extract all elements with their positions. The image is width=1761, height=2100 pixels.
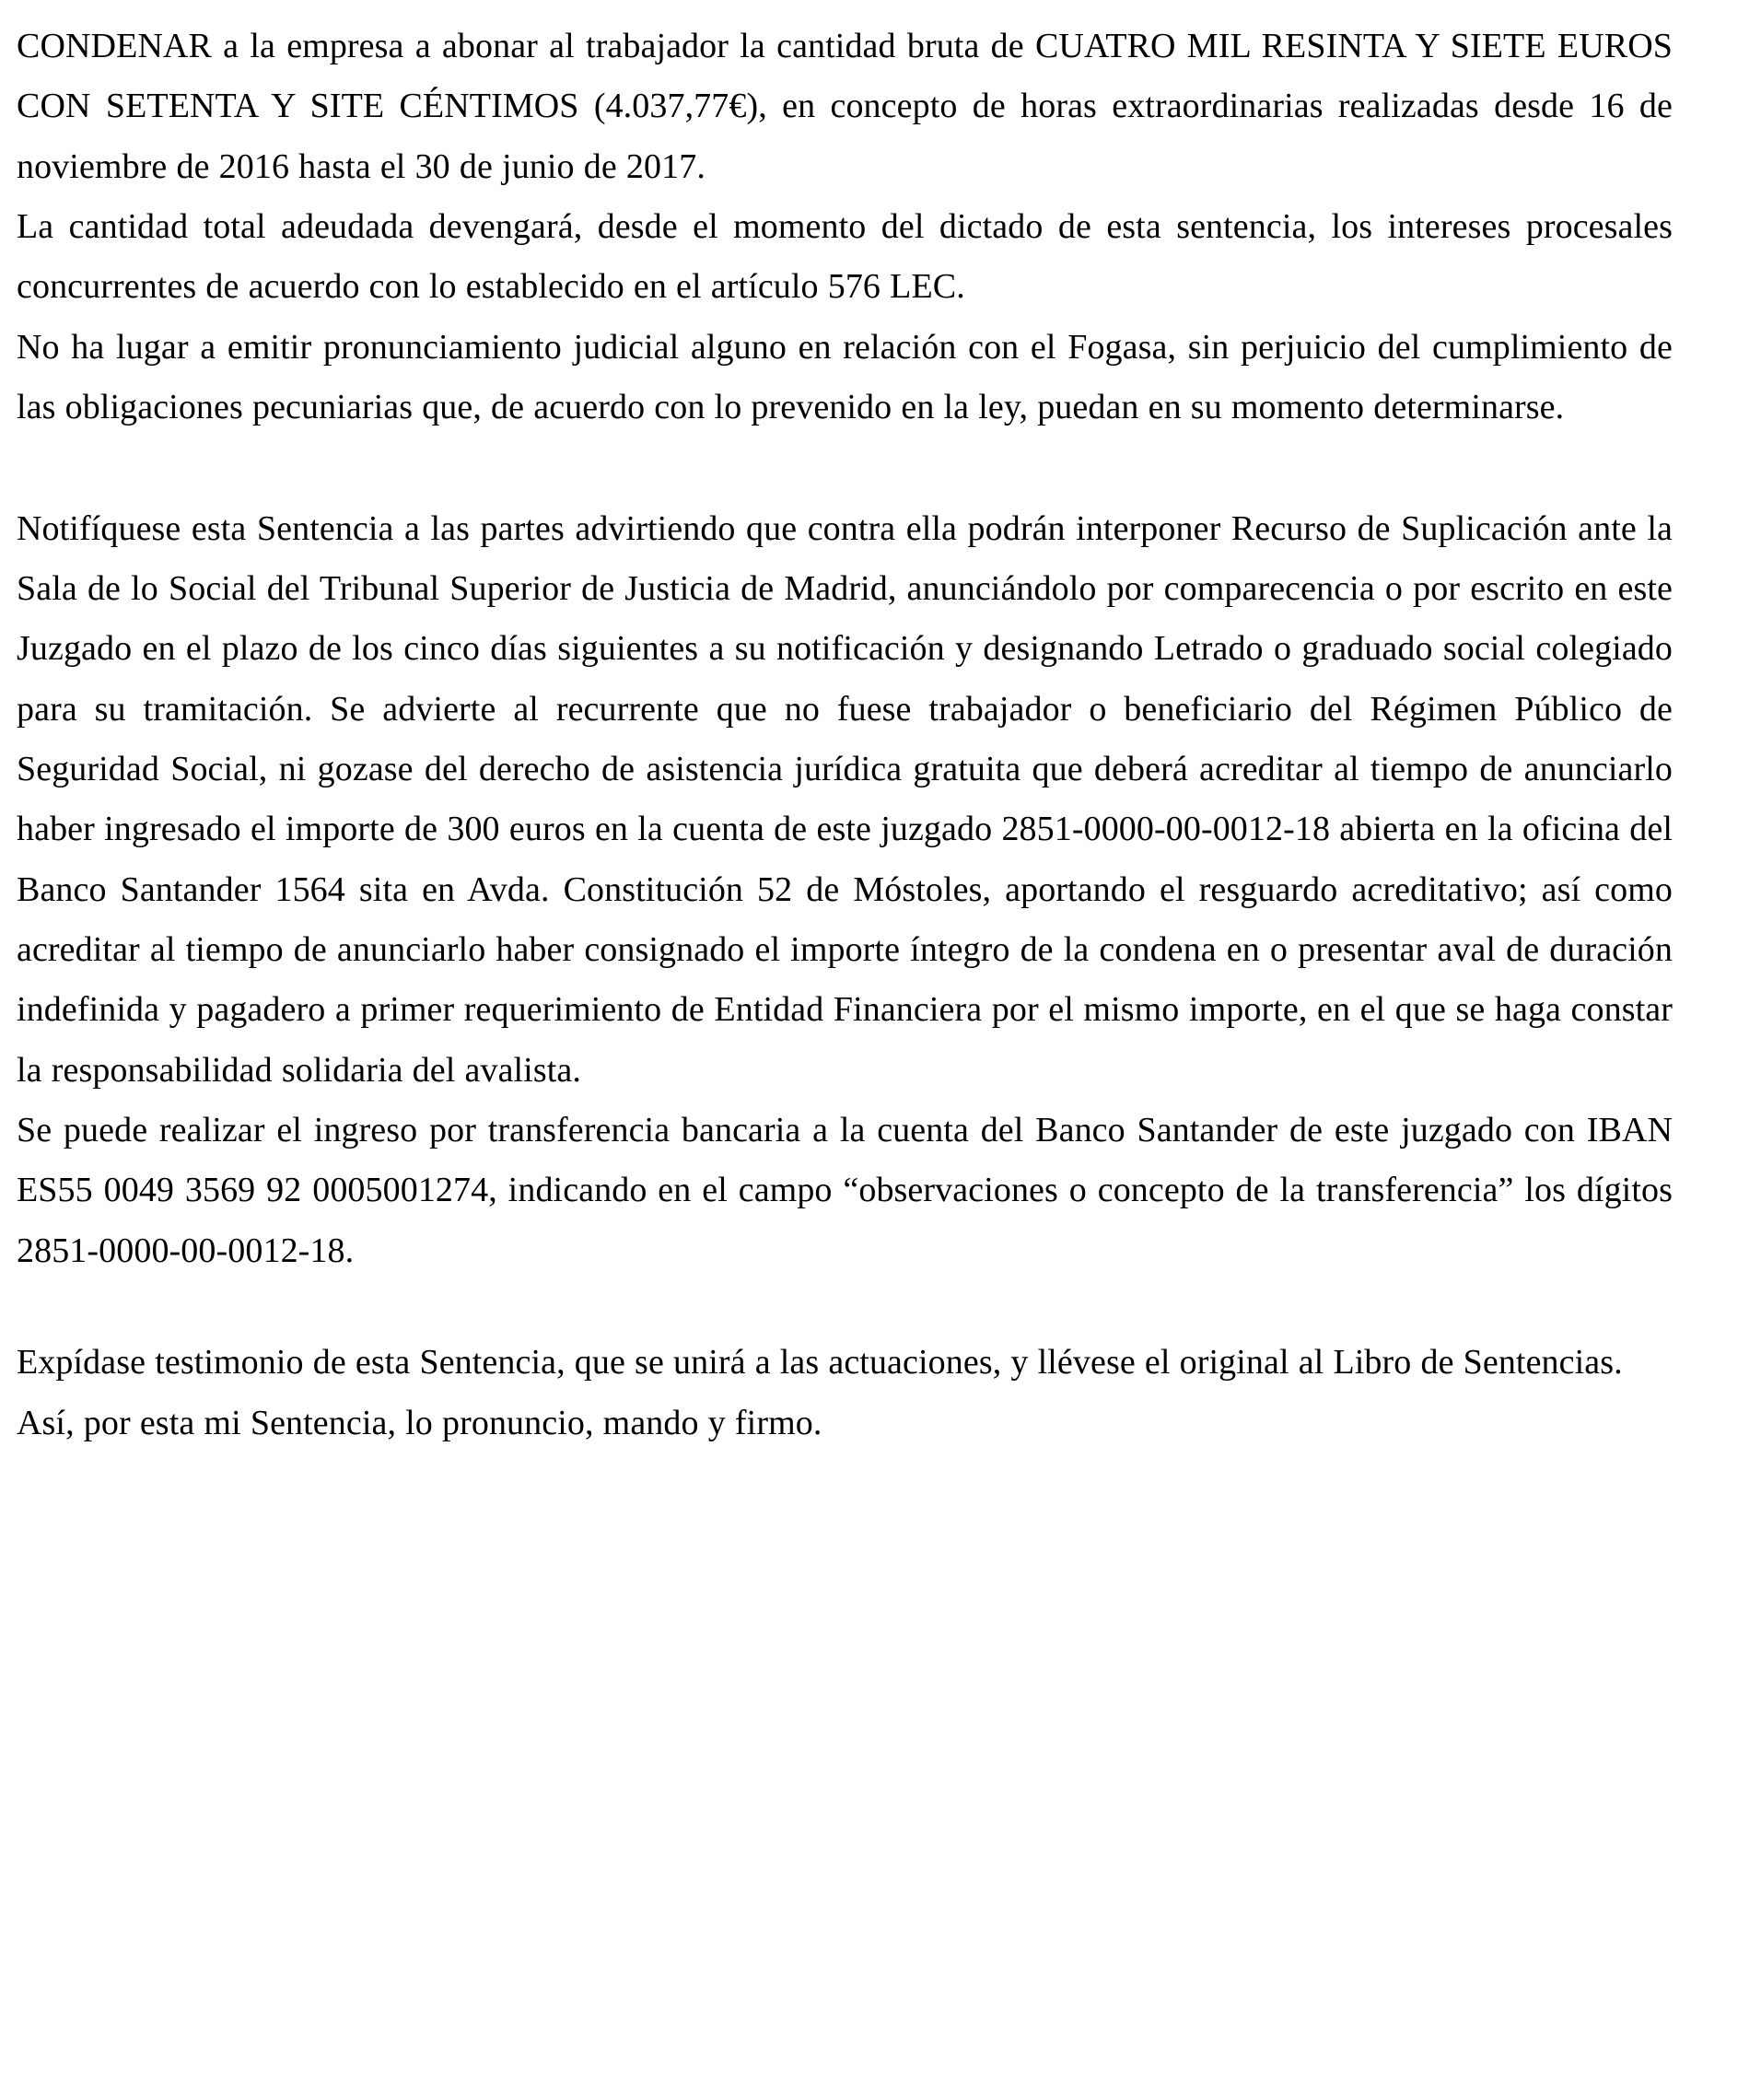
paragraph-fogasa: No ha lugar a emitir pronunciamiento judicial alguno en relación con el Fogasa, sin perjuicio del cumplimiento de las obligaciones pecuniarias que, de acuerdo con lo prevenido en la ley, puedan en su momento determinarse. [17,327,1673,427]
paragraph-gap-1 [17,438,1673,499]
paragraph-firma: Así, por esta mi Sentencia, lo pronuncio, mando y firmo. [17,1403,822,1442]
paragraph-intereses: La cantidad total adeudada devengará, desde el momento del dictado de esta sentencia, los intereses procesales concurrentes de acuerdo con lo establecido en el artículo 576 LEC. [17,207,1673,307]
paragraph-transferencia: Se puede realizar el ingreso por transferencia bancaria a la cuenta del Banco Santander de este juzgado con IBAN ES55 0049 3569 92 0005001274, indicando en el campo “observaciones o concepto de la transferencia” los dígitos 2851-0000-00-0012-18. [17,1111,1673,1270]
paragraph-notificacion-recurso: Notifíquese esta Sentencia a las partes advirtiendo que contra ella podrán interponer Recurso de Suplicación ante la Sala de lo Social del Tribunal Superior de Justicia de Madrid, anunciándolo por comparecencia o por escrito en este Juzgado en el plazo de los cinco días siguientes a su notificación y designando Letrado o graduado social colegiado para su tramitación. Se advierte al recurrente que no fuese trabajador o beneficiario del Régimen Público de Seguridad Social, ni gozase del derecho de asistencia jurídica gratuita que deberá acreditar al tiempo de anunciarlo haber ingresado el importe de 300 euros en la cuenta de este juzgado 2851-0000-00-0012-18 abierta en la oficina del Banco Santander 1564 sita en Avda. Constitución 52 de Móstoles, aportando el resguardo acreditativo; así como acreditar al tiempo de anunciarlo haber consignado el importe íntegro de la condena en o presentar aval de duración indefinida y pagadero a primer requerimiento de Entidad Financiera por el mismo importe, en el que se haga constar la responsabilidad solidaria del avalista. [17,508,1673,1090]
paragraph-gap-2 [17,1281,1673,1333]
paragraph-testimonio: Expídase testimonio de esta Sentencia, que se unirá a las actuaciones, y llévese el original al Libro de Sentencias. [17,1343,1623,1382]
paragraph-condena: CONDENAR a la empresa a abonar al trabajador la cantidad bruta de CUATRO MIL RESINTA Y SIETE EUROS CON SETENTA Y SITE CÉNTIMOS (4.037,77€), en concepto de horas extraordinarias realizadas desde 16 de noviembre de 2016 hasta el 30 de junio de 2017. [17,27,1673,186]
